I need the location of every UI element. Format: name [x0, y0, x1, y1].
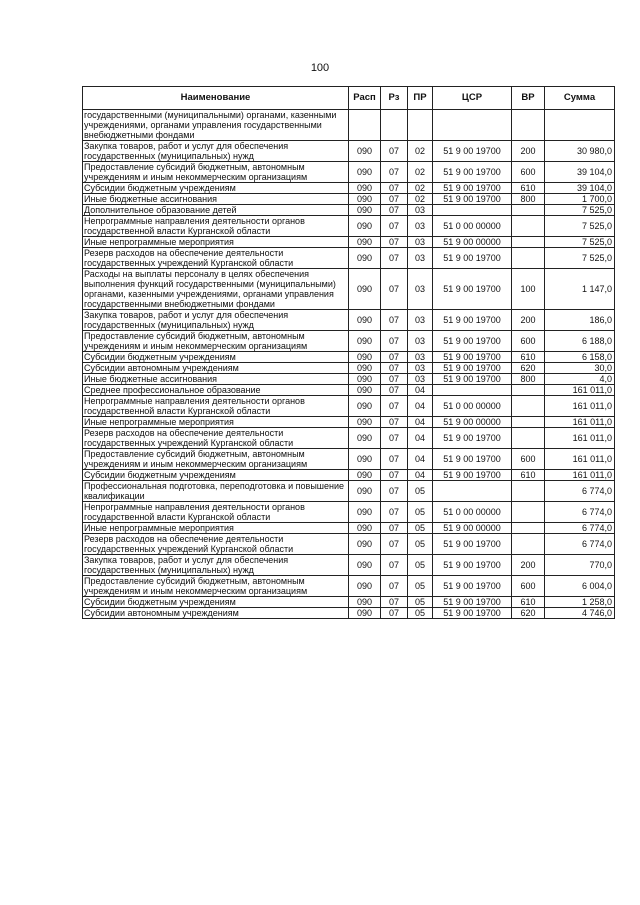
cell-pr: 04 [408, 396, 433, 417]
cell-rz: 07 [381, 597, 408, 608]
cell-vr [512, 248, 545, 269]
cell-sum [545, 110, 615, 141]
cell-rz: 07 [381, 608, 408, 619]
cell-vr: 620 [512, 608, 545, 619]
cell-rasp: 090 [349, 396, 381, 417]
table-row [83, 141, 615, 162]
cell-rz: 07 [381, 194, 408, 205]
cell-rasp: 090 [349, 449, 381, 470]
cell-csr: 51 9 00 19700 [433, 470, 512, 481]
cell-sum: 6 158,0 [545, 352, 615, 363]
cell-pr: 04 [408, 428, 433, 449]
cell-name: Иные бюджетные ассигнования [83, 194, 349, 205]
table-row [83, 269, 615, 310]
cell-vr [512, 110, 545, 141]
cell-rz: 07 [381, 248, 408, 269]
cell-rasp: 090 [349, 162, 381, 183]
cell-name: Закупка товаров, работ и услуг для обеспечения государственных (муниципальных) нужд [83, 310, 349, 331]
table-row [83, 428, 615, 449]
cell-pr: 05 [408, 481, 433, 502]
cell-rasp: 090 [349, 216, 381, 237]
cell-name: Иные непрограммные мероприятия [83, 523, 349, 534]
cell-sum: 186,0 [545, 310, 615, 331]
cell-rz: 07 [381, 555, 408, 576]
cell-vr [512, 417, 545, 428]
cell-vr: 610 [512, 470, 545, 481]
cell-csr: 51 9 00 19700 [433, 248, 512, 269]
cell-vr: 600 [512, 576, 545, 597]
cell-csr [433, 205, 512, 216]
cell-sum: 39 104,0 [545, 183, 615, 194]
cell-rasp: 090 [349, 331, 381, 352]
table-row [83, 183, 615, 194]
cell-pr: 03 [408, 269, 433, 310]
table-row [83, 555, 615, 576]
cell-pr: 03 [408, 310, 433, 331]
table-row [83, 110, 615, 141]
table-row [83, 417, 615, 428]
cell-name: Предоставление субсидий бюджетным, автономным учреждениям и иным некоммерческим организациям [83, 449, 349, 470]
cell-csr: 51 9 00 19700 [433, 183, 512, 194]
cell-rasp: 090 [349, 310, 381, 331]
cell-pr: 04 [408, 385, 433, 396]
cell-rz: 07 [381, 470, 408, 481]
cell-pr: 05 [408, 523, 433, 534]
cell-sum: 161 011,0 [545, 449, 615, 470]
cell-csr: 51 9 00 19700 [433, 374, 512, 385]
table-row [83, 162, 615, 183]
cell-rasp: 090 [349, 237, 381, 248]
cell-rz: 07 [381, 534, 408, 555]
cell-sum: 161 011,0 [545, 417, 615, 428]
table-row [83, 576, 615, 597]
cell-vr: 200 [512, 141, 545, 162]
table-row [83, 331, 615, 352]
cell-rasp: 090 [349, 470, 381, 481]
cell-rz: 07 [381, 269, 408, 310]
cell-vr: 800 [512, 194, 545, 205]
cell-rasp: 090 [349, 385, 381, 396]
cell-sum: 4 746,0 [545, 608, 615, 619]
cell-name: Иные непрограммные мероприятия [83, 237, 349, 248]
cell-rasp: 090 [349, 374, 381, 385]
cell-csr: 51 0 00 00000 [433, 502, 512, 523]
cell-pr: 05 [408, 534, 433, 555]
cell-pr: 04 [408, 449, 433, 470]
cell-pr: 03 [408, 363, 433, 374]
cell-csr: 51 9 00 19700 [433, 534, 512, 555]
table-row [83, 237, 615, 248]
column-header-pr: ПР [408, 87, 433, 110]
cell-vr [512, 385, 545, 396]
cell-name: Субсидии бюджетным учреждениям [83, 597, 349, 608]
cell-rz: 07 [381, 396, 408, 417]
cell-name: Предоставление субсидий бюджетным, автономным учреждениям и иным некоммерческим организациям [83, 331, 349, 352]
cell-name: Субсидии бюджетным учреждениям [83, 470, 349, 481]
cell-rz: 07 [381, 310, 408, 331]
table-row [83, 481, 615, 502]
cell-pr: 03 [408, 205, 433, 216]
cell-csr: 51 9 00 19700 [433, 428, 512, 449]
cell-sum: 161 011,0 [545, 428, 615, 449]
cell-csr: 51 9 00 19700 [433, 141, 512, 162]
cell-rasp: 090 [349, 428, 381, 449]
cell-csr [433, 385, 512, 396]
cell-csr: 51 9 00 00000 [433, 523, 512, 534]
cell-sum: 770,0 [545, 555, 615, 576]
table-row [83, 502, 615, 523]
cell-rasp: 090 [349, 363, 381, 374]
cell-sum: 7 525,0 [545, 216, 615, 237]
cell-vr: 100 [512, 269, 545, 310]
cell-name: государственными (муниципальными) органами, казенными учреждениями, органами управления государственными внебюджетными фондами [83, 110, 349, 141]
cell-sum: 161 011,0 [545, 470, 615, 481]
table-body [83, 110, 615, 619]
cell-rasp: 090 [349, 248, 381, 269]
cell-name: Предоставление субсидий бюджетным, автономным учреждениям и иным некоммерческим организациям [83, 162, 349, 183]
cell-sum: 6 774,0 [545, 502, 615, 523]
cell-name: Иные непрограммные мероприятия [83, 417, 349, 428]
cell-vr [512, 237, 545, 248]
cell-sum: 6 774,0 [545, 481, 615, 502]
column-header-sum: Сумма [545, 87, 615, 110]
cell-csr: 51 9 00 19700 [433, 194, 512, 205]
cell-csr: 51 9 00 19700 [433, 331, 512, 352]
cell-pr: 02 [408, 162, 433, 183]
cell-vr [512, 481, 545, 502]
cell-csr: 51 0 00 00000 [433, 216, 512, 237]
cell-pr: 03 [408, 374, 433, 385]
cell-rasp: 090 [349, 502, 381, 523]
cell-sum: 6 774,0 [545, 534, 615, 555]
cell-name: Расходы на выплаты персоналу в целях обеспечения выполнения функций государственными (муниципальными) органами, казенными учреждениями, органами управления государственными внебюджетными фондами [83, 269, 349, 310]
cell-csr: 51 9 00 19700 [433, 310, 512, 331]
cell-sum: 161 011,0 [545, 396, 615, 417]
cell-csr: 51 9 00 19700 [433, 608, 512, 619]
cell-name: Непрограммные направления деятельности органов государственной власти Курганской области [83, 396, 349, 417]
cell-sum: 161 011,0 [545, 385, 615, 396]
table-row [83, 248, 615, 269]
cell-sum: 39 104,0 [545, 162, 615, 183]
cell-csr: 51 0 00 00000 [433, 396, 512, 417]
cell-sum: 30 980,0 [545, 141, 615, 162]
cell-csr: 51 9 00 19700 [433, 269, 512, 310]
cell-rz: 07 [381, 417, 408, 428]
cell-rasp: 090 [349, 269, 381, 310]
cell-pr: 02 [408, 194, 433, 205]
cell-rasp: 090 [349, 534, 381, 555]
column-header-csr: ЦСР [433, 87, 512, 110]
cell-rasp: 090 [349, 205, 381, 216]
cell-rasp: 090 [349, 352, 381, 363]
cell-vr [512, 523, 545, 534]
cell-rasp [349, 110, 381, 141]
cell-sum: 4,0 [545, 374, 615, 385]
cell-csr [433, 481, 512, 502]
cell-vr: 610 [512, 183, 545, 194]
cell-pr: 03 [408, 237, 433, 248]
table-row [83, 608, 615, 619]
column-header-vr: ВР [512, 87, 545, 110]
column-header-name: Наименование [83, 87, 349, 110]
cell-name: Субсидии автономным учреждениям [83, 363, 349, 374]
cell-rz: 07 [381, 363, 408, 374]
cell-sum: 1 258,0 [545, 597, 615, 608]
cell-rz: 07 [381, 385, 408, 396]
cell-sum: 7 525,0 [545, 205, 615, 216]
cell-vr: 800 [512, 374, 545, 385]
cell-pr: 03 [408, 216, 433, 237]
cell-vr [512, 534, 545, 555]
cell-sum: 6 188,0 [545, 331, 615, 352]
cell-rasp: 090 [349, 481, 381, 502]
cell-pr: 02 [408, 141, 433, 162]
cell-rz: 07 [381, 237, 408, 248]
cell-name: Среднее профессиональное образование [83, 385, 349, 396]
cell-rz: 07 [381, 162, 408, 183]
cell-rz: 07 [381, 449, 408, 470]
cell-csr: 51 9 00 19700 [433, 363, 512, 374]
table-row [83, 396, 615, 417]
cell-vr [512, 502, 545, 523]
cell-name: Непрограммные направления деятельности органов государственной власти Курганской области [83, 216, 349, 237]
cell-vr [512, 396, 545, 417]
cell-rz [381, 110, 408, 141]
table-row [83, 449, 615, 470]
cell-sum: 7 525,0 [545, 237, 615, 248]
cell-csr: 51 9 00 19700 [433, 555, 512, 576]
table-row [83, 385, 615, 396]
table-row [83, 310, 615, 331]
cell-name: Субсидии бюджетным учреждениям [83, 183, 349, 194]
cell-vr [512, 205, 545, 216]
cell-name: Закупка товаров, работ и услуг для обеспечения государственных (муниципальных) нужд [83, 141, 349, 162]
cell-sum: 7 525,0 [545, 248, 615, 269]
cell-rz: 07 [381, 205, 408, 216]
cell-rz: 07 [381, 331, 408, 352]
cell-rz: 07 [381, 428, 408, 449]
table-row [83, 194, 615, 205]
cell-vr: 610 [512, 597, 545, 608]
cell-vr: 600 [512, 331, 545, 352]
cell-vr [512, 428, 545, 449]
header-row [83, 87, 615, 110]
table-row [83, 374, 615, 385]
table-row [83, 597, 615, 608]
cell-pr: 05 [408, 502, 433, 523]
cell-csr: 51 9 00 19700 [433, 162, 512, 183]
cell-sum: 1 700,0 [545, 194, 615, 205]
budget-table [82, 86, 615, 619]
table-row [83, 534, 615, 555]
cell-name: Закупка товаров, работ и услуг для обеспечения государственных (муниципальных) нужд [83, 555, 349, 576]
cell-rz: 07 [381, 216, 408, 237]
cell-rasp: 090 [349, 608, 381, 619]
cell-name: Иные бюджетные ассигнования [83, 374, 349, 385]
cell-sum: 6 004,0 [545, 576, 615, 597]
cell-rasp: 090 [349, 597, 381, 608]
cell-vr: 200 [512, 555, 545, 576]
cell-name: Субсидии бюджетным учреждениям [83, 352, 349, 363]
cell-pr: 05 [408, 555, 433, 576]
cell-name: Профессиональная подготовка, переподготовка и повышение квалификации [83, 481, 349, 502]
cell-csr: 51 9 00 19700 [433, 352, 512, 363]
table-row [83, 205, 615, 216]
cell-name: Дополнительное образование детей [83, 205, 349, 216]
cell-rasp: 090 [349, 417, 381, 428]
column-header-rasp: Расп [349, 87, 381, 110]
cell-pr: 05 [408, 608, 433, 619]
cell-rasp: 090 [349, 523, 381, 534]
cell-vr: 610 [512, 352, 545, 363]
cell-rz: 07 [381, 481, 408, 502]
table-row [83, 352, 615, 363]
cell-rz: 07 [381, 523, 408, 534]
cell-vr: 200 [512, 310, 545, 331]
cell-pr [408, 110, 433, 141]
cell-rasp: 090 [349, 194, 381, 205]
cell-rz: 07 [381, 374, 408, 385]
cell-rz: 07 [381, 502, 408, 523]
cell-name: Непрограммные направления деятельности органов государственной власти Курганской области [83, 502, 349, 523]
table-row [83, 523, 615, 534]
cell-rz: 07 [381, 576, 408, 597]
cell-pr: 05 [408, 597, 433, 608]
cell-csr: 51 9 00 19700 [433, 449, 512, 470]
cell-name: Субсидии автономным учреждениям [83, 608, 349, 619]
cell-csr: 51 9 00 19700 [433, 576, 512, 597]
column-header-rz: Рз [381, 87, 408, 110]
cell-rz: 07 [381, 352, 408, 363]
cell-vr: 600 [512, 162, 545, 183]
cell-pr: 04 [408, 470, 433, 481]
cell-pr: 04 [408, 417, 433, 428]
page-number: 100 [310, 62, 330, 74]
table-row [83, 470, 615, 481]
cell-csr [433, 110, 512, 141]
cell-rasp: 090 [349, 183, 381, 194]
cell-pr: 05 [408, 576, 433, 597]
cell-rasp: 090 [349, 555, 381, 576]
cell-pr: 03 [408, 331, 433, 352]
cell-rz: 07 [381, 141, 408, 162]
cell-rasp: 090 [349, 141, 381, 162]
cell-name: Резерв расходов на обеспечение деятельности государственных учреждений Курганской области [83, 534, 349, 555]
table-row [83, 216, 615, 237]
cell-rz: 07 [381, 183, 408, 194]
cell-csr: 51 9 00 19700 [433, 597, 512, 608]
cell-name: Резерв расходов на обеспечение деятельности государственных учреждений Курганской области [83, 248, 349, 269]
cell-rasp: 090 [349, 576, 381, 597]
cell-name: Резерв расходов на обеспечение деятельности государственных учреждений Курганской области [83, 428, 349, 449]
cell-vr: 600 [512, 449, 545, 470]
cell-vr [512, 216, 545, 237]
cell-csr: 51 9 00 00000 [433, 237, 512, 248]
cell-name: Предоставление субсидий бюджетным, автономным учреждениям и иным некоммерческим организациям [83, 576, 349, 597]
cell-pr: 03 [408, 248, 433, 269]
cell-sum: 1 147,0 [545, 269, 615, 310]
cell-pr: 03 [408, 352, 433, 363]
cell-sum: 6 774,0 [545, 523, 615, 534]
cell-sum: 30,0 [545, 363, 615, 374]
cell-pr: 02 [408, 183, 433, 194]
cell-csr: 51 9 00 00000 [433, 417, 512, 428]
table-row [83, 363, 615, 374]
cell-vr: 620 [512, 363, 545, 374]
